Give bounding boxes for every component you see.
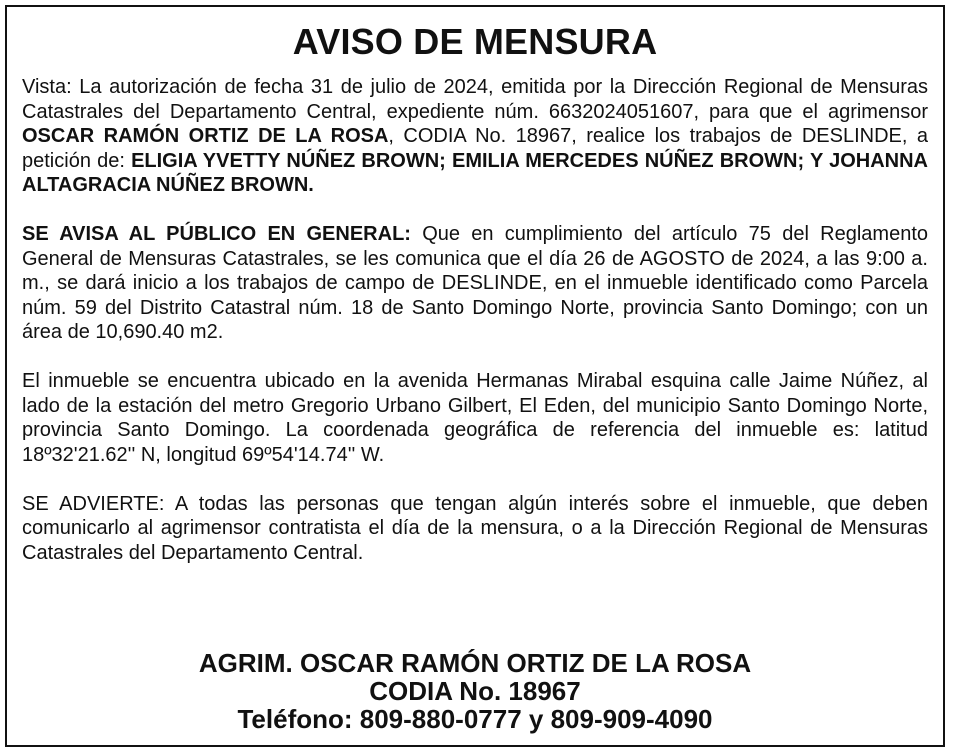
signature-codia: CODIA No. 18967 — [369, 676, 581, 706]
notice-frame — [5, 5, 945, 747]
signature-block — [7, 649, 943, 733]
notice-title: AVISO DE MENSURA — [292, 21, 658, 62]
authorization-text-1: Vista: La autorización de fecha 31 de julio de 2024, emitida por la Dirección Regional de Mensuras Catastrales del Departamento Central, expediente núm. 6632024051607, para que el agrimensor — [22, 76, 928, 123]
surveyor-name-inline: OSCAR RAMÓN ORTIZ DE LA ROSA — [22, 125, 389, 147]
notice-body — [22, 75, 928, 565]
authorization-text-2: , CODIA No. 18967, realice los trabajos de DESLINDE, a petición de: — [22, 125, 929, 172]
signature-name: AGRIM. OSCAR RAMÓN ORTIZ DE LA ROSA — [198, 648, 752, 678]
location-paragraph: El inmueble se encuentra ubicado en la avenida Hermanas Mirabal esquina calle Jaime Núñez, al lado de la estación del metro Gregorio Urbano Gilbert, El Eden, del municipio Santo Domingo Norte, provincia Santo Domingo. La coordenada geográfica de referencia del inmueble es: latitud 18º32'21.62'' N, longitud 69º54'14.74'' W. — [22, 370, 928, 466]
authorization-paragraph — [22, 75, 928, 198]
public-notice-paragraph — [22, 222, 928, 345]
public-notice-text: Que en cumplimiento del artículo 75 del Reglamento General de Mensuras Catastrales, se les comunica que el día 26 de AGOSTO de 2024, a las 9:00 a. m., se dará inicio a los trabajos de campo de DESLINDE, en el inmueble identificado como Parcela núm. 59 del Distrito Catastral núm. 18 de Santo Domingo Norte, provincia Santo Domingo; con un área de 10,690.40 m2. — [22, 223, 928, 343]
applicants-names: ELIGIA YVETTY NÚÑEZ BROWN; EMILIA MERCEDES NÚÑEZ BROWN; Y JOHANNA ALTAGRACIA NÚÑEZ BROWN. — [22, 149, 928, 196]
public-notice-lead: SE AVISA AL PÚBLICO EN GENERAL: — [22, 223, 411, 245]
signature-phone: Teléfono: 809-880-0777 y 809-909-4090 — [237, 704, 713, 734]
warning-paragraph: SE ADVIERTE: A todas las personas que tengan algún interés sobre el inmueble, que deben comunicarlo al agrimensor contratista el día de la mensura, o a la Dirección Regional de Mensuras Catastrales del Departamento Central. — [22, 492, 928, 564]
